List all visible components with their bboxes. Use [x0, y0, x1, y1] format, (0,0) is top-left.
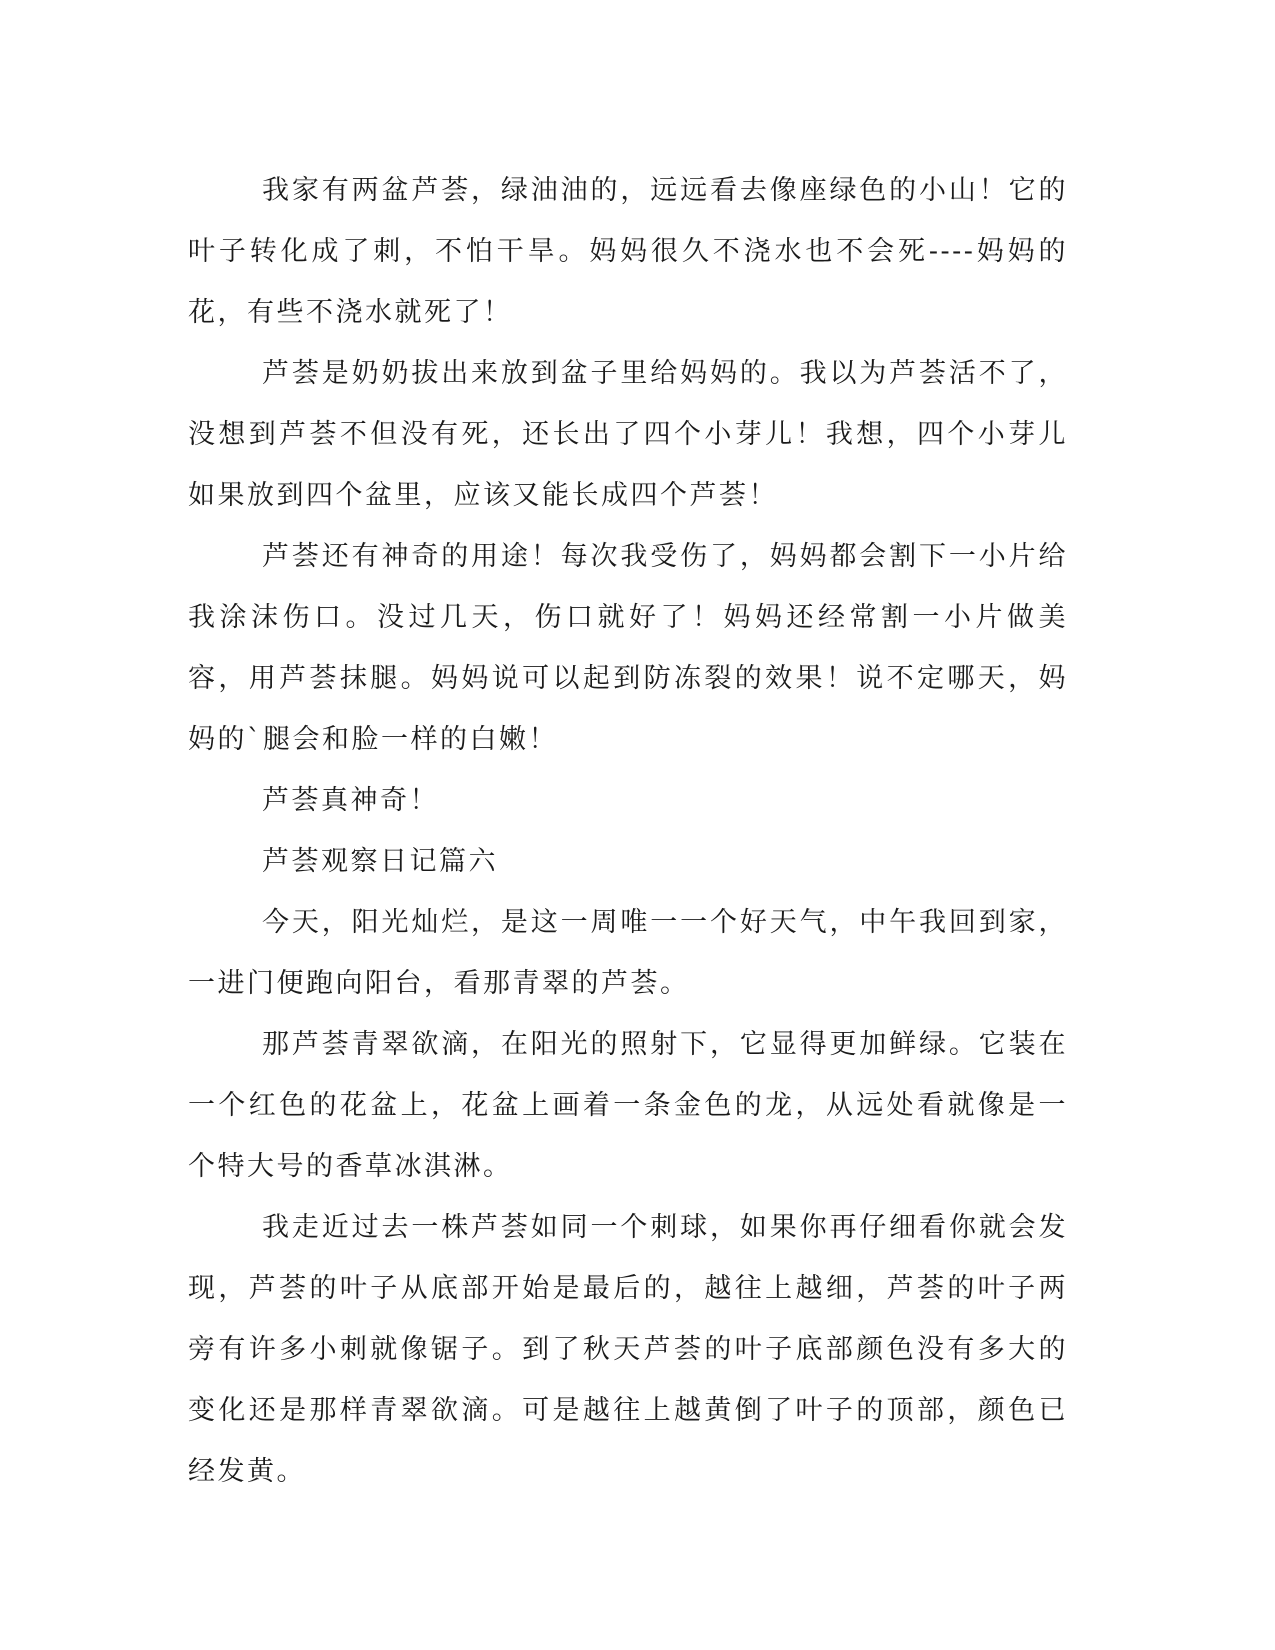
section-heading: 芦荟观察日记篇六: [262, 846, 498, 877]
paragraph-1: 我家有两盆芦荟，绿油油的，远远看去像座绿色的小山！它的叶子转化成了刺，不怕干旱。妈妈很久不浇水也不会死----妈妈的花，有些不浇水就死了！: [188, 175, 1068, 328]
paragraph-5: 今天，阳光灿烂，是这一周唯一一个好天气，中午我回到家，一进门便跑向阳台，看那青翠的芦荟。: [188, 907, 1068, 999]
paragraph-3: 芦荟还有神奇的用途！每次我受伤了，妈妈都会割下一小片给我涂沫伤口。没过几天，伤口就好了！妈妈还经常割一小片做美容，用芦荟抹腿。妈妈说可以起到防冻裂的效果！说不定哪天，妈妈的`腿会和脸一样的白嫩！: [188, 541, 1068, 755]
paragraph-2: 芦荟是奶奶拔出来放到盆子里给妈妈的。我以为芦荟活不了，没想到芦荟不但没有死，还长出了四个小芽儿！我想，四个小芽儿如果放到四个盆里，应该又能长成四个芦荟！: [188, 358, 1068, 511]
paragraph-7: 我走近过去一株芦荟如同一个刺球，如果你再仔细看你就会发现，芦荟的叶子从底部开始是最后的，越往上越细，芦荟的叶子两旁有许多小刺就像锯子。到了秋天芦荟的叶子底部颜色没有多大的变化还是那样青翠欲滴。可是越往上越黄倒了叶子的顶部，颜色已经发黄。: [188, 1212, 1068, 1487]
document-body: [188, 160, 1068, 1502]
paragraph-6: 那芦荟青翠欲滴，在阳光的照射下，它显得更加鲜绿。它装在一个红色的花盆上，花盆上画着一条金色的龙，从远处看就像是一个特大号的香草冰淇淋。: [188, 1029, 1068, 1182]
paragraph-4: 芦荟真神奇！: [262, 785, 439, 816]
